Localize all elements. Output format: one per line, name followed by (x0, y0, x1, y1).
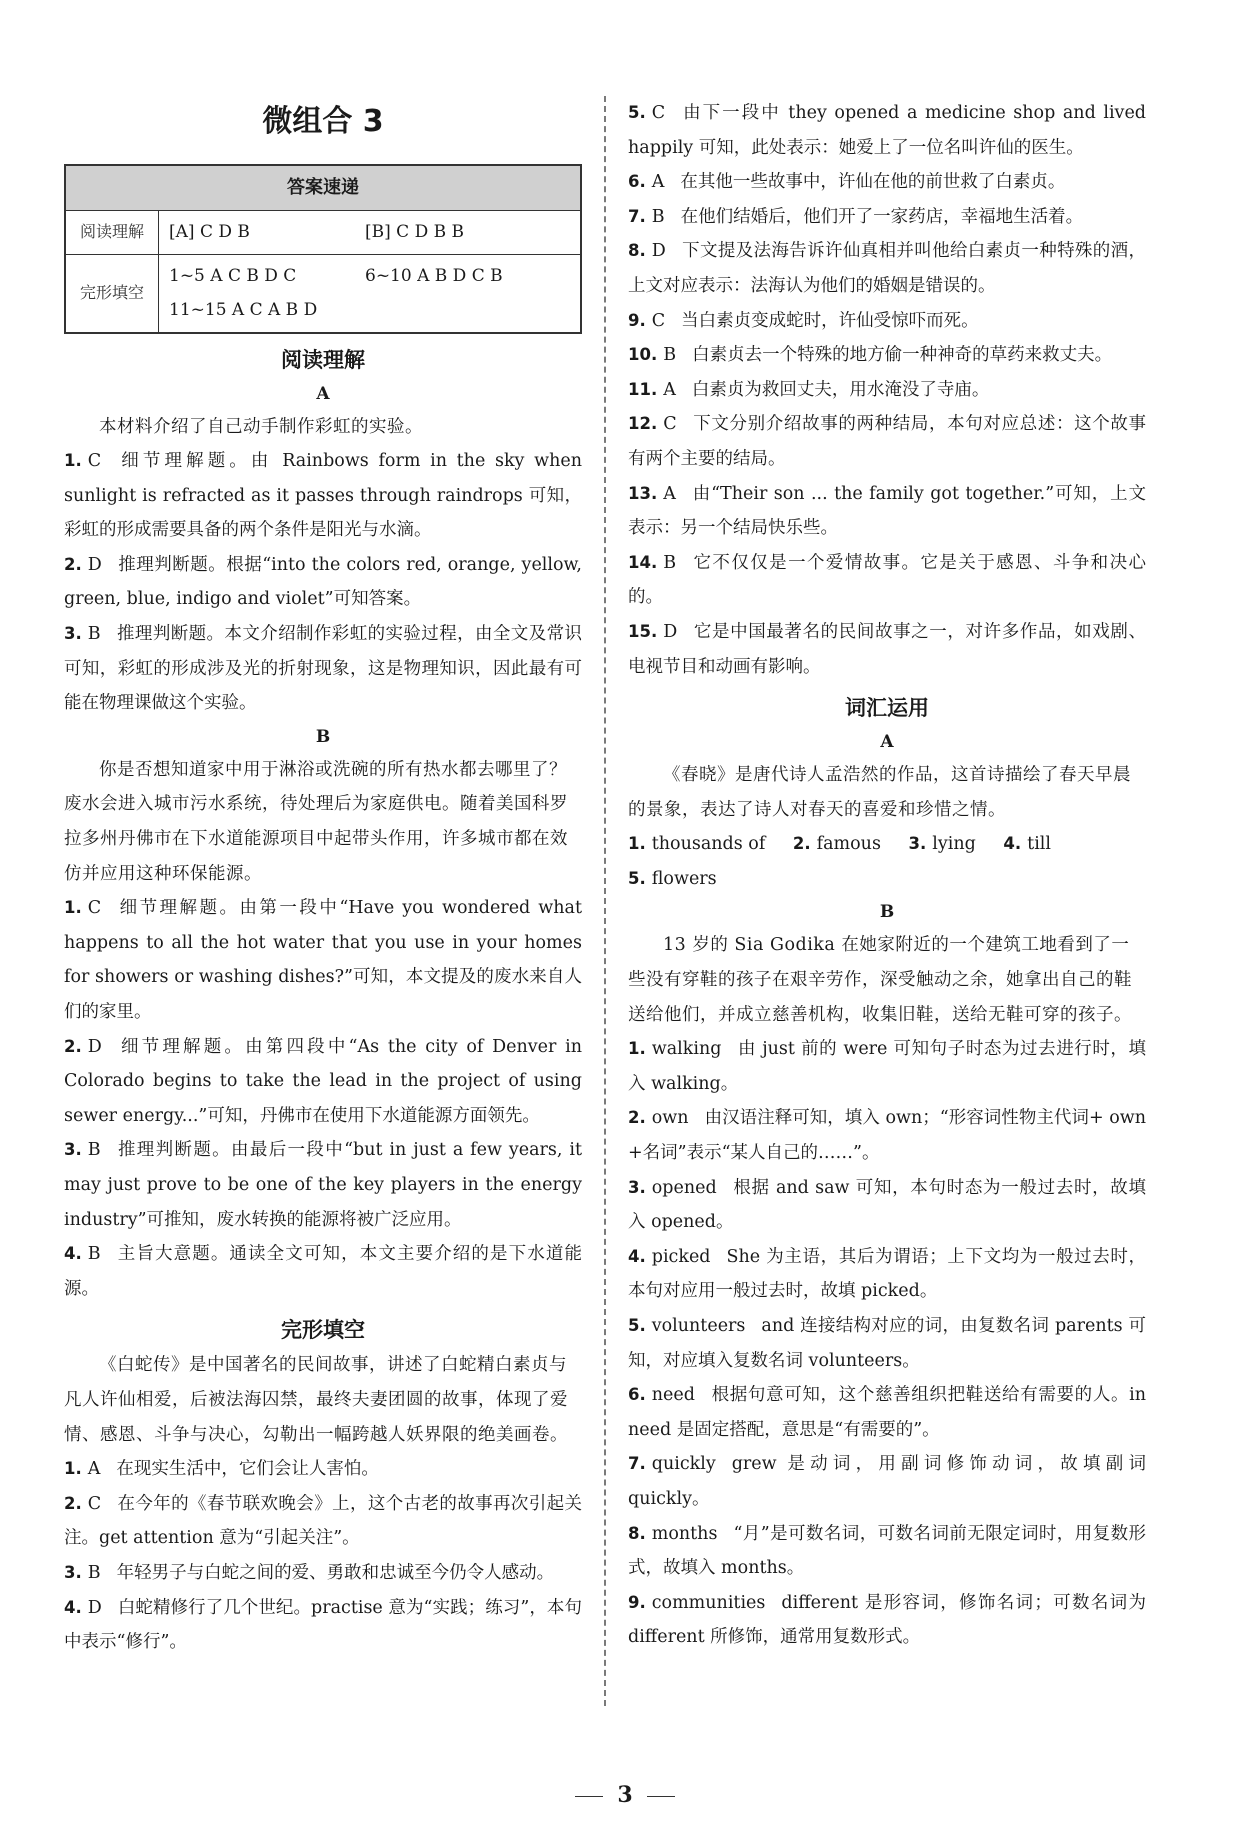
list-item: 8. D 下文提及法海告诉许仙真相并叫他给白素贞一种特殊的酒，上文对应表示：法海认为他们的婚姻是错误的。 (628, 241, 1146, 296)
list-item: 12. C 下文分别介绍故事的两种结局，本句对应总述：这个故事有两个主要的结局。 (628, 414, 1146, 469)
list-item: 3. B 推理判断题。本文介绍制作彩虹的实验过程，由全文及常识可知，彩虹的形成涉及光的折射现象，这是物理知识，因此最有可能在物理课做这个实验。 (64, 624, 582, 714)
page-number-value: 3 (617, 1782, 633, 1808)
answers-cloze (159, 255, 582, 333)
list-item: 13. A 由“Their son ... the family got together.”可知，上文表示：另一个结局快乐些。 (628, 483, 1146, 539)
list-item: 2. famous (792, 834, 881, 855)
list-item: 9. C 当白素贞变成蛇时，许仙受惊吓而死。 (628, 310, 979, 331)
answer-table-header: 答案速递 (65, 165, 581, 211)
list-item: 5. flowers (628, 868, 717, 889)
row-label-reading: 阅读理解 (65, 211, 159, 255)
vocab-a-intro: 《春晓》是唐代诗人孟浩然的作品，这首诗描绘了春天早晨的景象，表达了诗人对春天的喜爱和珍惜之情。 (628, 765, 1131, 820)
page-title: 微组合 3 (262, 104, 384, 139)
vocab-a-label: A (880, 732, 894, 753)
list-item: 11. A 白素贞为救回丈夫，用水淹没了寺庙。 (628, 379, 990, 400)
list-item: 3. opened 根据 and saw 可知，本句时态为一般过去时，故填入 opened。 (628, 1177, 1146, 1233)
list-item: 4. till (1003, 834, 1051, 855)
answers-cloze-1: 1~5 A C B D C (169, 265, 297, 286)
right-column (628, 96, 1146, 1655)
list-item: 2. D 细节理解题。由第四段中“As the city of Denver in Colorado begins to take the lead in the project of using sewer energy...”可知，丹佛市在使用下水道能源方面领先。 (64, 1036, 582, 1126)
page-number-dash-right (647, 1796, 675, 1797)
list-item: 1. walking 由 just 前的 were 可知句子时态为过去进行时，填入 walking。 (628, 1039, 1146, 1094)
list-item: 4. D 白蛇精修行了几个世纪。practise 意为“实践；练习”，本句中表示“修行”。 (64, 1597, 582, 1653)
section-title-reading: 阅读理解 (281, 347, 365, 372)
list-item: 8. months “月”是可数名词，可数名词前无限定词时，用复数形式，故填入 months。 (628, 1523, 1146, 1579)
list-item: 6. need 根据句意可知，这个慈善组织把鞋送给有需要的人。in need 是固定搭配，意思是“有需要的”。 (628, 1385, 1146, 1440)
column-divider (604, 96, 606, 1706)
list-item: 1. A 在现实生活中，它们会让人害怕。 (64, 1459, 379, 1480)
answers-reading-b: [B] C D B B (365, 222, 464, 243)
vocab-a-answers (628, 827, 1146, 896)
list-item: 9. communities different 是形容词，修饰名词；可数名词为 different 所修饰，通常用复数形式。 (628, 1592, 1146, 1648)
cloze-intro: 《白蛇传》是中国著名的民间故事，讲述了白蛇精白素贞与凡人许仙相爱，后被法海囚禁，最终夫妻团圆的故事，体现了爱情、感恩、斗争与决心，勾勒出一幅跨越人妖界限的绝美画卷。 (64, 1355, 568, 1445)
page-number (0, 1778, 1250, 1813)
reading-b-intro: 你是否想知道家中用于淋浴或洗碗的所有热水都去哪里了？废水会进入城市污水系统，待处理后为家庭供电。随着美国科罗拉多州丹佛市在下水道能源项目中起带头作用，许多城市都在效仿并应用这种环保能源。 (64, 759, 568, 884)
reading-b-label: B (315, 726, 331, 747)
answers-reading-a: [A] C D B (169, 222, 250, 243)
list-item: 10. B 白素贞去一个特殊的地方偷一种神奇的草药来救丈夫。 (628, 345, 1113, 366)
answers-cloze-2: 6~10 A B D C B (365, 265, 503, 286)
list-item: 7. B 在他们结婚后，他们开了一家药店，幸福地生活着。 (628, 206, 1084, 227)
list-item: 3. B 年轻男子与白蛇之间的爱、勇敢和忠诚至今仍令人感动。 (64, 1562, 555, 1583)
list-item: 2. D 推理判断题。根据“into the colors red, orange, yellow, green, blue, indigo and violet”可知答案。 (64, 554, 582, 610)
section-title-vocab: 词汇运用 (845, 696, 929, 721)
list-item: 4. B 主旨大意题。通读全文可知，本文主要介绍的是下水道能源。 (64, 1244, 582, 1299)
list-item: 3. B 推理判断题。由最后一段中“but in just a few years, it may just prove to be one of the key players in the energy industry”可推知，废水转换的能源将被广泛应用。 (64, 1140, 582, 1230)
list-item: 2. C 在今年的《春节联欢晚会》上，这个古老的故事再次引起关注。get attention 意为“引起关注”。 (64, 1493, 582, 1549)
list-item: 6. A 在其他一些故事中，许仙在他的前世救了白素贞。 (628, 172, 1066, 193)
list-item: 3. lying (908, 834, 976, 855)
left-column (64, 96, 582, 1660)
reading-a-label: A (316, 383, 330, 404)
list-item: 7. quickly grew 是动词，用副词修饰动词，故填副词 quickly。 (628, 1454, 1146, 1509)
list-item: 5. C 由下一段中 they opened a medicine shop and lived happily 可知，此处表示：她爱上了一位名叫许仙的医生。 (628, 103, 1146, 158)
section-title-cloze: 完形填空 (281, 1318, 365, 1343)
vocab-b-intro: 13 岁的 Sia Godika 在她家附近的一个建筑工地看到了一些没有穿鞋的孩子在艰辛劳作，深受触动之余，她拿出自己的鞋送给他们，并成立慈善机构，收集旧鞋，送给无鞋可穿的孩子。 (628, 935, 1132, 1025)
answers-reading (159, 211, 582, 255)
list-item: 14. B 它不仅仅是一个爱情故事。它是关于感恩、斗争和决心的。 (628, 552, 1146, 608)
list-item: 15. D 它是中国最著名的民间故事之一，对许多作品，如戏剧、电视节目和动画有影响。 (628, 621, 1146, 677)
list-item: 1. thousands of (628, 834, 766, 855)
list-item: 1. C 细节理解题。由 Rainbows form in the sky when sunlight is refracted as it passes through raindrops 可知，彩虹的形成需要具备的两个条件是阳光与水滴。 (64, 451, 582, 541)
answers-cloze-3: 11~15 A C A B D (169, 300, 318, 321)
list-item: 1. C 细节理解题。由第一段中“Have you wondered what happens to all the hot water that you use in your homes for showers or washing dishes?”可知，本文提及的废水来自人们的家里。 (64, 898, 582, 1022)
reading-a-intro: 本材料介绍了自己动手制作彩虹的实验。 (99, 416, 423, 437)
list-item: 5. volunteers and 连接结构对应的词，由复数名词 parents 可知，对应填入复数名词 volunteers。 (628, 1316, 1146, 1371)
row-label-cloze: 完形填空 (65, 255, 159, 333)
answer-table (64, 164, 582, 334)
list-item: 2. own 由汉语注释可知，填入 own；“形容词性物主代词+ own +名词”表示“某人自己的……”。 (628, 1108, 1146, 1164)
page-number-dash-left (575, 1796, 603, 1797)
list-item: 4. picked She 为主语，其后为谓语；上下文均为一般过去时，本句对应用一般过去时，故填 picked。 (628, 1246, 1146, 1302)
vocab-b-label: B (879, 902, 895, 923)
